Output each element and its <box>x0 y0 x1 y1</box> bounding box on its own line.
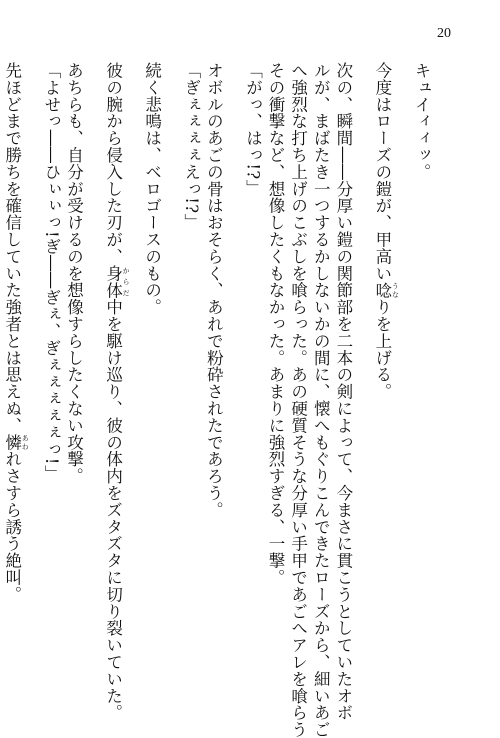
text-line: 「がっ、はっ!?」 <box>241 62 264 657</box>
text-line: 次の、瞬間――分厚い鎧の関節部を二本の剣によって、今まさに貫こうとしていたオボ <box>331 62 370 657</box>
text-line: キュイィィッ。 <box>409 62 432 657</box>
ruby-annotation: 唸 うな <box>373 282 392 299</box>
text-line: その衝撃など、想像したくもなかった。あまりに強烈すぎる、一撃。 <box>263 62 286 657</box>
text-line: 「ぎぇぇぇぇえっ!?」 <box>179 62 202 657</box>
text-line: ルが、まばたき一つするかしないかの間に、懐へもぐりこんできたローズから、細いあご <box>309 62 332 657</box>
ruby-annotation: 身体 からだ <box>104 265 123 299</box>
ruby-annotation: 憐 あわ <box>3 434 22 451</box>
text-line: オボルのあごの骨はおそらく、あれで粉砕されたであろう。 <box>202 62 241 657</box>
text-line: 続く悲鳴は、ベロゴースのもの。 <box>140 62 179 657</box>
page-number: 20 <box>437 26 451 42</box>
text-line: あちらも、自分が受けるのを想像すらしたくない攻撃。 <box>62 62 101 657</box>
text-line: 今度はローズの鎧が、甲高い唸 うなりを上げる。 <box>370 62 409 657</box>
novel-text-column-block <box>70 62 432 657</box>
text-line: 先ほどまで勝ちを確信していた強者とは思えぬ、憐 あわれさすら誘う絶叫。 <box>0 62 39 657</box>
text-line: 「よせっ――ひぃぃっ!ぎ――ぎぇ、ぎぇぇぇぇぇっ!」 <box>39 62 62 657</box>
text-line: 彼の腕から侵入した刃が、身体 からだ中を駆け巡り、彼の体内をズタズタに切り裂いていた。 <box>101 62 140 657</box>
text-line: へ強烈な打ち上げのこぶしを喰らった。あの硬質そうな分厚い手甲であごへアレを喰らう <box>286 62 309 657</box>
